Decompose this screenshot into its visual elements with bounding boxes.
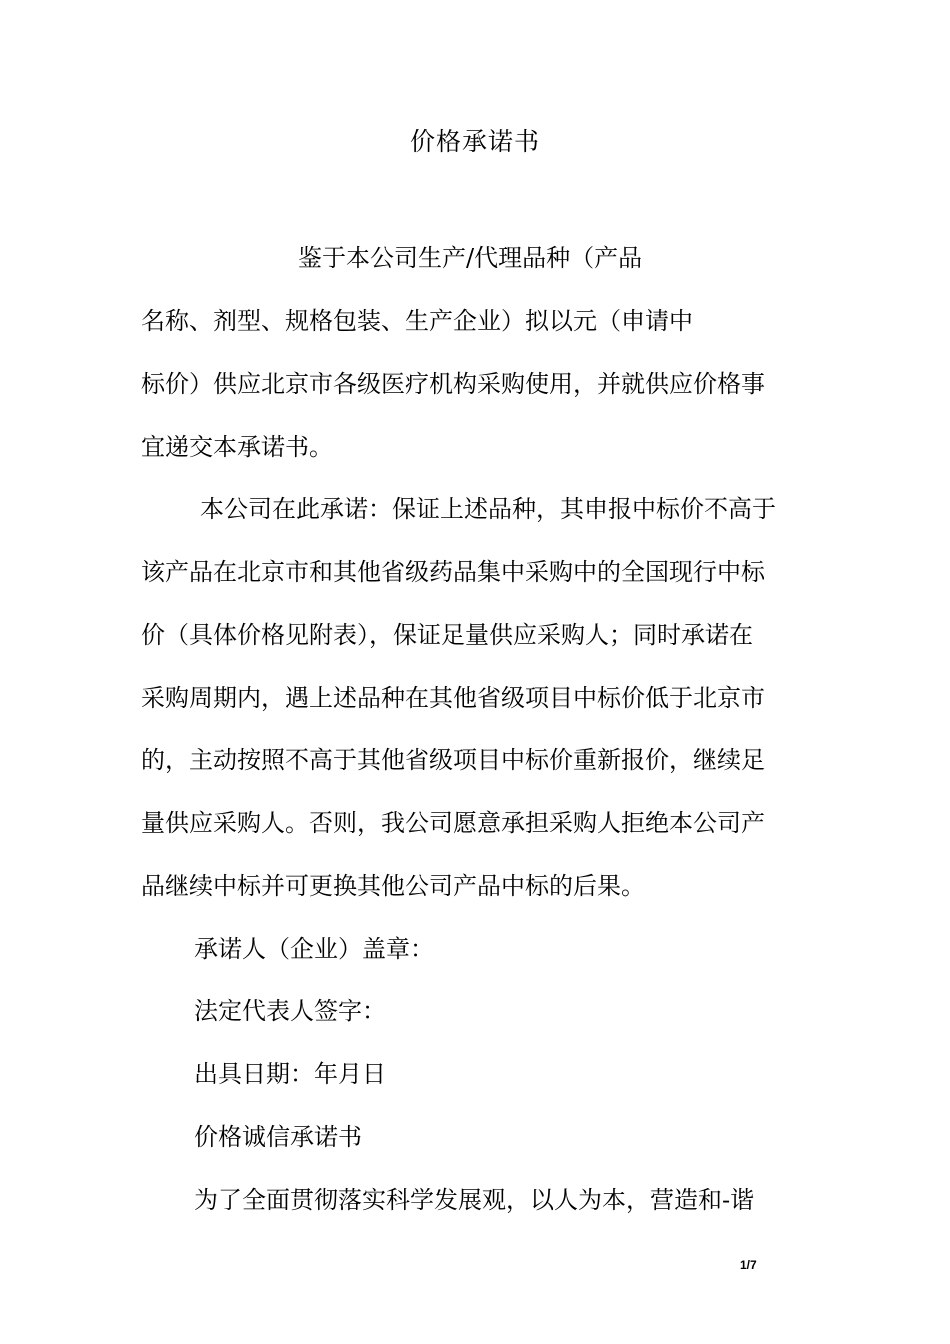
paragraph-line: 的，主动按照不高于其他省级项目中标价重新报价，继续足: [141, 746, 765, 774]
page-number: 1/7: [740, 1258, 757, 1272]
signature-representative-line: 法定代表人签字：: [194, 997, 386, 1025]
paragraph-line: 鉴于本公司生产/代理品种（产品: [298, 244, 643, 272]
paragraph-line: 标价）供应北京市各级医疗机构采购使用，并就供应价格事: [141, 370, 765, 398]
paragraph-line: 本公司在此承诺：保证上述品种，其申报中标价不高于: [200, 495, 776, 523]
paragraph-line: 价（具体价格见附表），保证足量供应采购人；同时承诺在: [141, 621, 753, 649]
paragraph-line: 名称、剂型、规格包装、生产企业）拟以元（申请中: [141, 307, 693, 335]
section-heading-line: 价格诚信承诺书: [194, 1123, 362, 1151]
paragraph-line: 宜递交本承诺书。: [141, 433, 333, 461]
document-title: 价格承诺书: [409, 127, 540, 156]
paragraph-line: 采购周期内，遇上述品种在其他省级项目中标价低于北京市: [141, 684, 765, 712]
issue-date-line: 出具日期：年月日: [194, 1060, 386, 1088]
signature-seal-line: 承诺人（企业）盖章：: [194, 935, 434, 963]
paragraph-line: 品继续中标并可更换其他公司产品中标的后果。: [141, 872, 645, 900]
paragraph-line: 量供应采购人。否则，我公司愿意承担采购人拒绝本公司产: [141, 809, 765, 837]
paragraph-line: 该产品在北京市和其他省级药品集中采购中的全国现行中标: [141, 558, 765, 586]
paragraph-line: 为了全面贯彻落实科学发展观，以人为本，营造和-谐: [194, 1186, 755, 1214]
